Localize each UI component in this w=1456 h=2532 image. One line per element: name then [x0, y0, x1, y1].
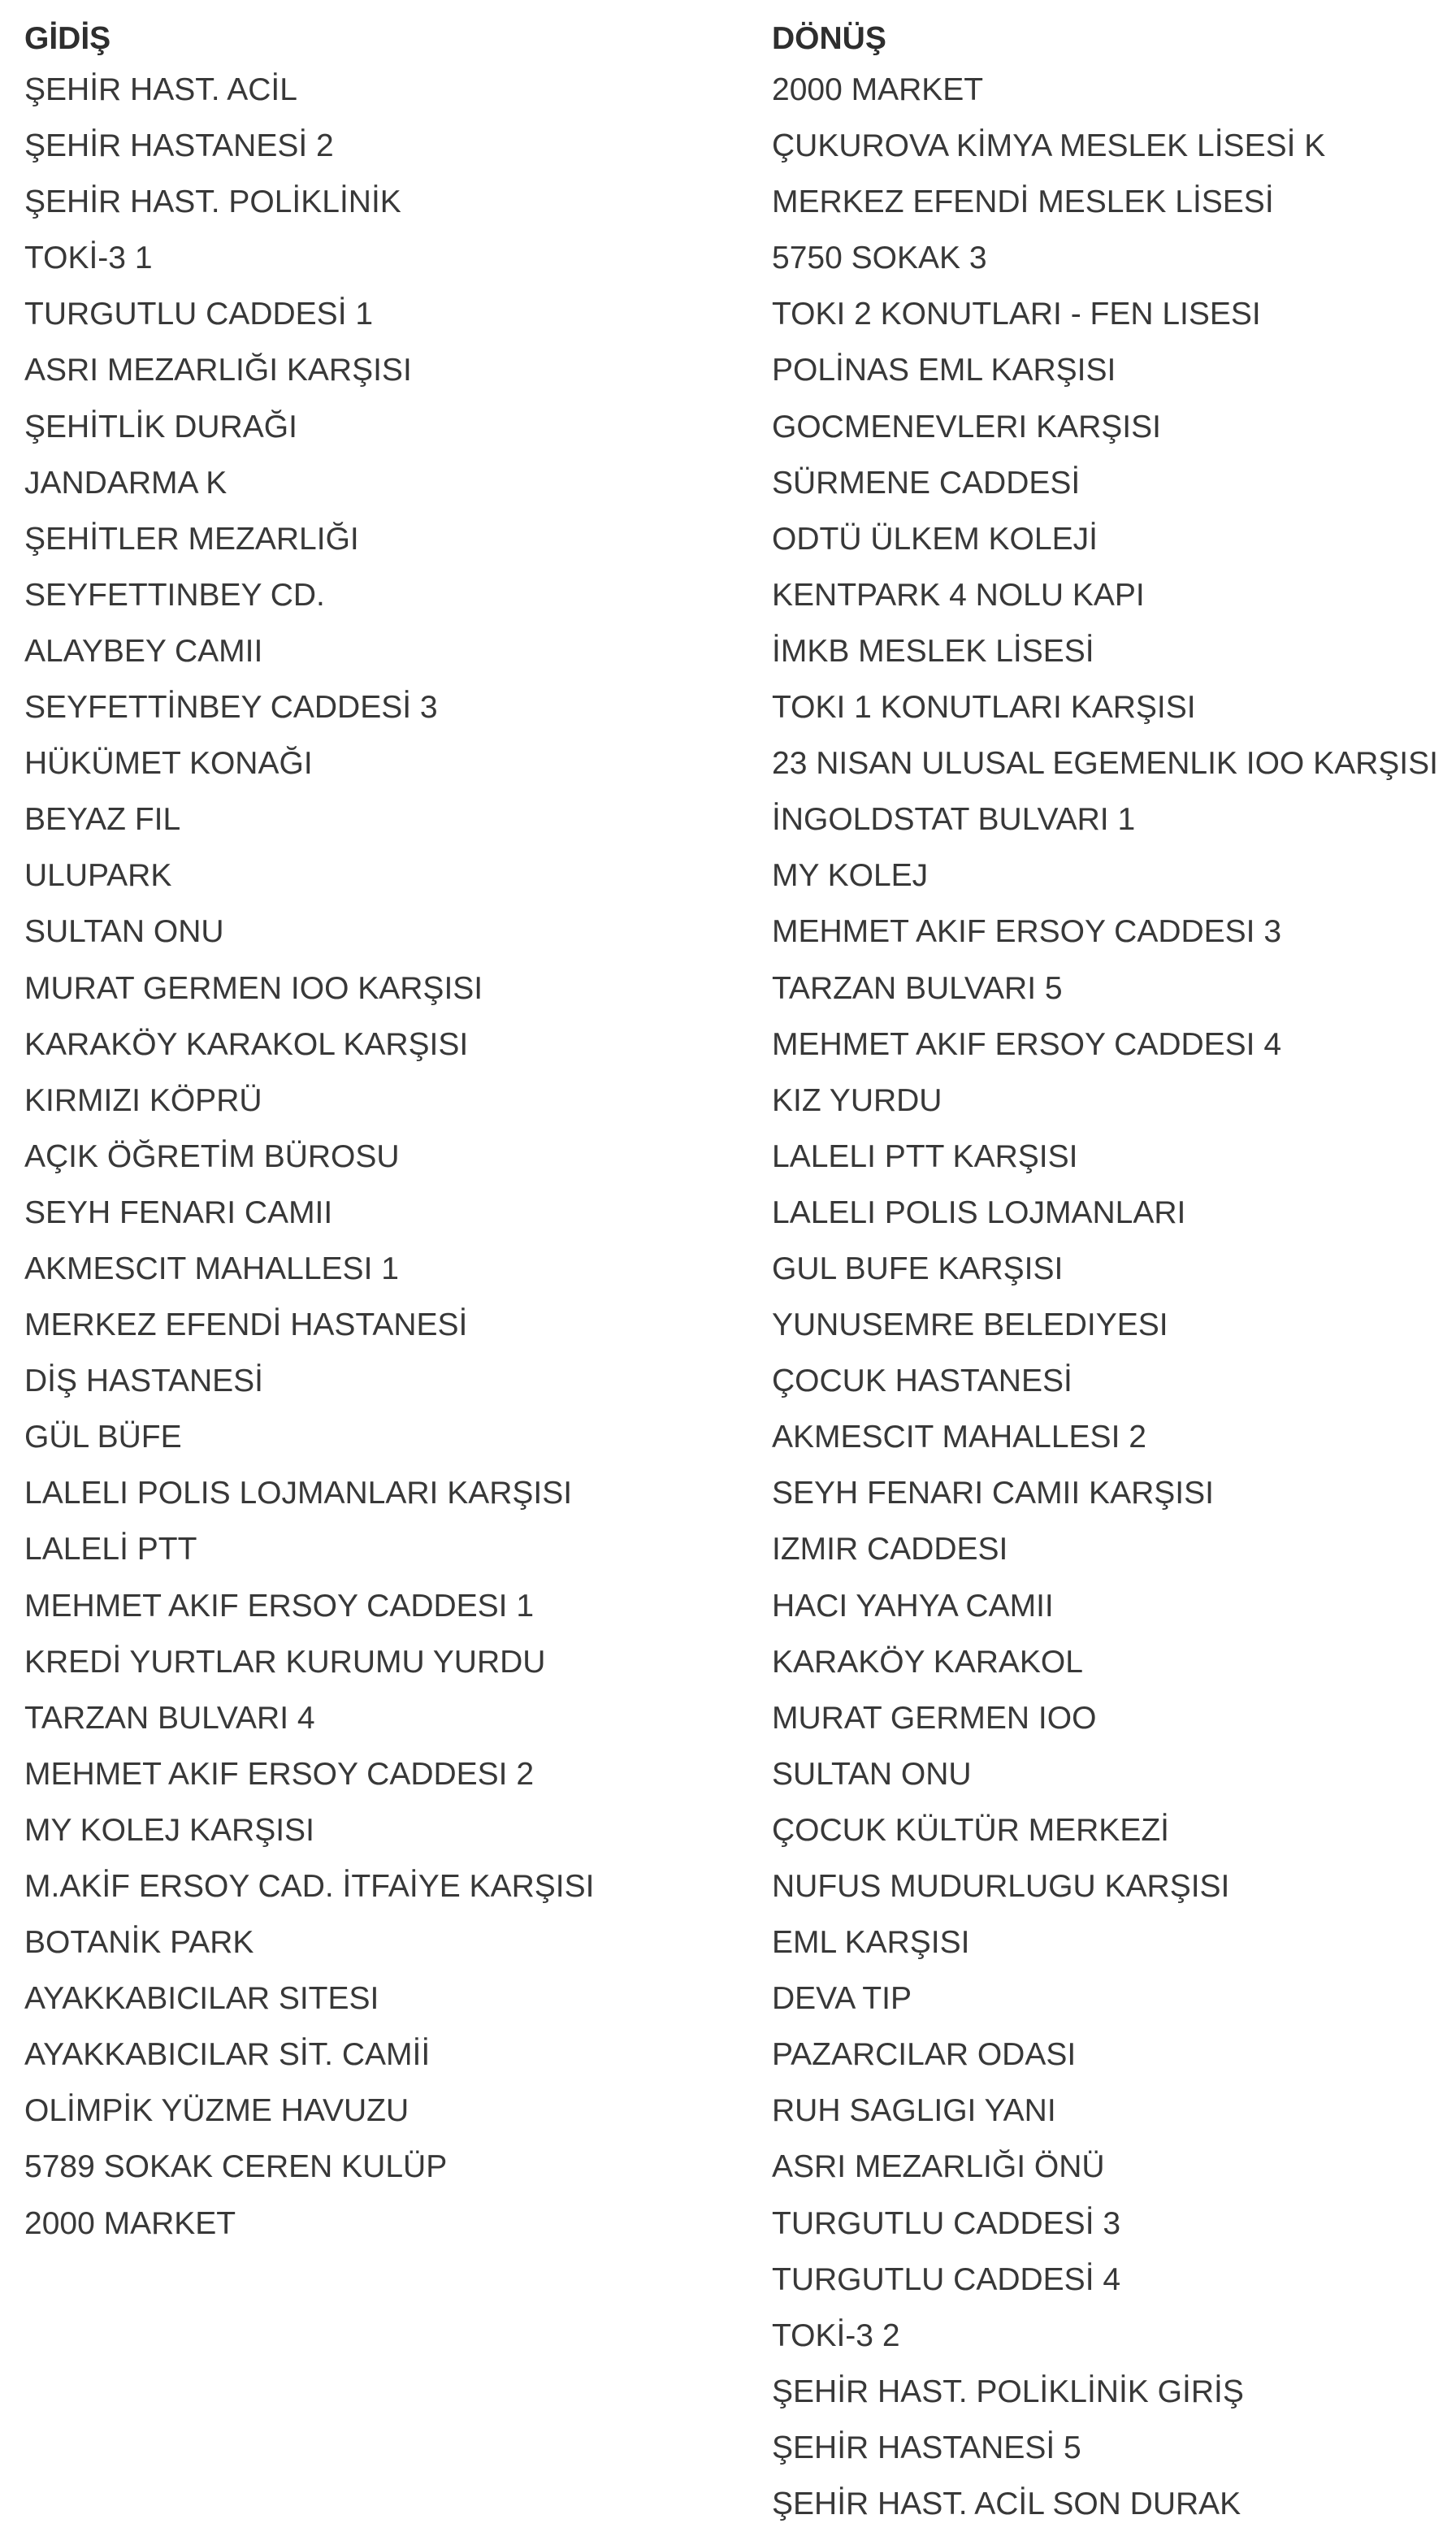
stop-item: MERKEZ EFENDİ HASTANESİ	[24, 1307, 468, 1343]
stop-item: SEYH FENARI CAMII	[24, 1194, 333, 1230]
stop-item: ŞEHİR HASTANESİ 2	[24, 128, 334, 164]
outbound-title: GİDİŞ	[24, 21, 111, 56]
stop-item: AKMESCIT MAHALLESI 1	[24, 1251, 399, 1286]
stop-item: MEHMET AKIF ERSOY CADDESI 2	[24, 1756, 535, 1792]
stop-item: TURGUTLU CADDESİ 1	[24, 297, 374, 332]
stop-item: BOTANİK PARK	[24, 1925, 254, 1961]
stop-item: 2000 MARKET	[772, 72, 984, 107]
stop-item: TARZAN BULVARI 4	[24, 1700, 315, 1736]
stop-item: MERKEZ EFENDİ MESLEK LİSESİ	[772, 184, 1274, 220]
stop-item: KREDİ YURTLAR KURUMU YURDU	[24, 1644, 546, 1680]
stop-item: MEHMET AKIF ERSOY CADDESI 4	[772, 1026, 1282, 1062]
stop-item: GUL BUFE KARŞISI	[772, 1251, 1064, 1286]
stop-item: MY KOLEJ KARŞISI	[24, 1812, 314, 1848]
stop-item: LALELI POLIS LOJMANLARI	[772, 1194, 1186, 1230]
stop-item: JANDARMA K	[24, 465, 228, 501]
stop-item: TOKİ-3 1	[24, 241, 153, 276]
stop-item: PAZARCILAR ODASI	[772, 2037, 1077, 2073]
stop-item: SULTAN ONU	[24, 914, 224, 950]
stop-item: KIZ YURDU	[772, 1082, 942, 1118]
stop-item: SEYFETTINBEY CD.	[24, 577, 325, 613]
stop-item: LALELI POLIS LOJMANLARI KARŞISI	[24, 1476, 573, 1511]
stop-item: POLİNAS EML KARŞISI	[772, 353, 1116, 388]
return-title: DÖNÜŞ	[772, 21, 886, 56]
stop-item: TARZAN BULVARI 5	[772, 970, 1063, 1006]
stop-item: YUNUSEMRE BELEDIYESI	[772, 1307, 1168, 1343]
outbound-column	[24, 0, 739, 2252]
stop-item: ŞEHİR HAST. POLİKLİNİK GİRİŞ	[772, 2374, 1244, 2409]
return-column	[772, 0, 1446, 2532]
stop-item: İNGOLDSTAT BULVARI 1	[772, 802, 1136, 838]
stop-item: LALELİ PTT	[24, 1532, 197, 1567]
outbound-stop-list	[24, 62, 739, 2252]
stop-item: DEVA TIP	[772, 1981, 912, 2017]
stop-item: KARAKÖY KARAKOL	[772, 1644, 1083, 1680]
stop-item: OLİMPİK YÜZME HAVUZU	[24, 2093, 410, 2129]
stop-item: SÜRMENE CADDESİ	[772, 465, 1081, 501]
stop-item: ÇOCUK HASTANESİ	[772, 1364, 1072, 1399]
stop-item: GÜL BÜFE	[24, 1420, 182, 1455]
stop-item: GOCMENEVLERI KARŞISI	[772, 409, 1161, 444]
stop-item: SULTAN ONU	[772, 1756, 972, 1792]
stop-item: 2000 MARKET	[24, 2205, 236, 2241]
stop-item: ULUPARK	[24, 858, 172, 894]
stop-item: KENTPARK 4 NOLU KAPI	[772, 577, 1145, 613]
stop-item: KIRMIZI KÖPRÜ	[24, 1082, 262, 1118]
stop-item: MEHMET AKIF ERSOY CADDESI 1	[24, 1588, 535, 1624]
stop-item: ÇOCUK KÜLTÜR MERKEZİ	[772, 1812, 1169, 1848]
stop-item: ASRI MEZARLIĞI ÖNÜ	[772, 2149, 1105, 2185]
stop-item: ŞEHİTLER MEZARLIĞI	[24, 521, 359, 557]
stop-item: MURAT GERMEN IOO	[772, 1700, 1097, 1736]
stop-item: M.AKİF ERSOY CAD. İTFAİYE KARŞISI	[24, 1869, 595, 1904]
stop-item: KARAKÖY KARAKOL KARŞISI	[24, 1026, 469, 1062]
stop-item: ALAYBEY CAMII	[24, 633, 263, 669]
stop-item: ŞEHİR HAST. ACİL	[24, 72, 297, 107]
stop-item: AYAKKABICILAR SITESI	[24, 1981, 379, 2017]
stop-item: ŞEHİTLİK DURAĞI	[24, 409, 297, 444]
stop-item: ŞEHİR HAST. ACİL SON DURAK	[772, 2486, 1242, 2522]
stop-item: İMKB MESLEK LİSESİ	[772, 633, 1094, 669]
stop-item: IZMIR CADDESI	[772, 1532, 1008, 1567]
stop-item: AYAKKABICILAR SİT. CAMİİ	[24, 2037, 431, 2073]
stop-item: ŞEHİR HASTANESİ 5	[772, 2430, 1081, 2465]
stop-item: NUFUS MUDURLUGU KARŞISI	[772, 1869, 1230, 1904]
stop-item: MURAT GERMEN IOO KARŞISI	[24, 970, 483, 1006]
stop-item: TOKİ-3 2	[772, 2317, 900, 2353]
stop-item: EML KARŞISI	[772, 1925, 970, 1961]
stop-item: AÇIK ÖĞRETİM BÜROSU	[24, 1138, 400, 1174]
stop-item: AKMESCIT MAHALLESI 2	[772, 1420, 1146, 1455]
stop-item: MEHMET AKIF ERSOY CADDESI 3	[772, 914, 1282, 950]
stop-item: 5789 SOKAK CEREN KULÜP	[24, 2149, 448, 2185]
stop-item: RUH SAGLIGI YANI	[772, 2093, 1056, 2129]
stop-item: DİŞ HASTANESİ	[24, 1364, 264, 1399]
stop-item: HACI YAHYA CAMII	[772, 1588, 1054, 1624]
stop-item: ÇUKUROVA KİMYA MESLEK LİSESİ K	[772, 128, 1326, 164]
stop-item: 5750 SOKAK 3	[772, 241, 987, 276]
stop-item: LALELI PTT KARŞISI	[772, 1138, 1078, 1174]
stop-item: TOKI 1 KONUTLARI KARŞISI	[772, 690, 1196, 726]
stop-item: ASRI MEZARLIĞI KARŞISI	[24, 353, 412, 388]
stop-item: SEYH FENARI CAMII KARŞISI	[772, 1476, 1214, 1511]
stop-item: ŞEHİR HAST. POLİKLİNİK	[24, 184, 401, 220]
stop-item: TOKI 2 KONUTLARI - FEN LISESI	[772, 297, 1261, 332]
stop-item: MY KOLEJ	[772, 858, 929, 894]
stop-item: 23 NISAN ULUSAL EGEMENLIK IOO KARŞISI	[772, 746, 1438, 782]
stop-item: ODTÜ ÜLKEM KOLEJİ	[772, 521, 1098, 557]
stop-item: TURGUTLU CADDESİ 4	[772, 2261, 1121, 2297]
stop-item: BEYAZ FIL	[24, 802, 181, 838]
return-stop-list	[772, 62, 1446, 2532]
stop-item: SEYFETTİNBEY CADDESİ 3	[24, 690, 438, 726]
stop-item: TURGUTLU CADDESİ 3	[772, 2205, 1121, 2241]
stop-item: HÜKÜMET KONAĞI	[24, 746, 313, 782]
